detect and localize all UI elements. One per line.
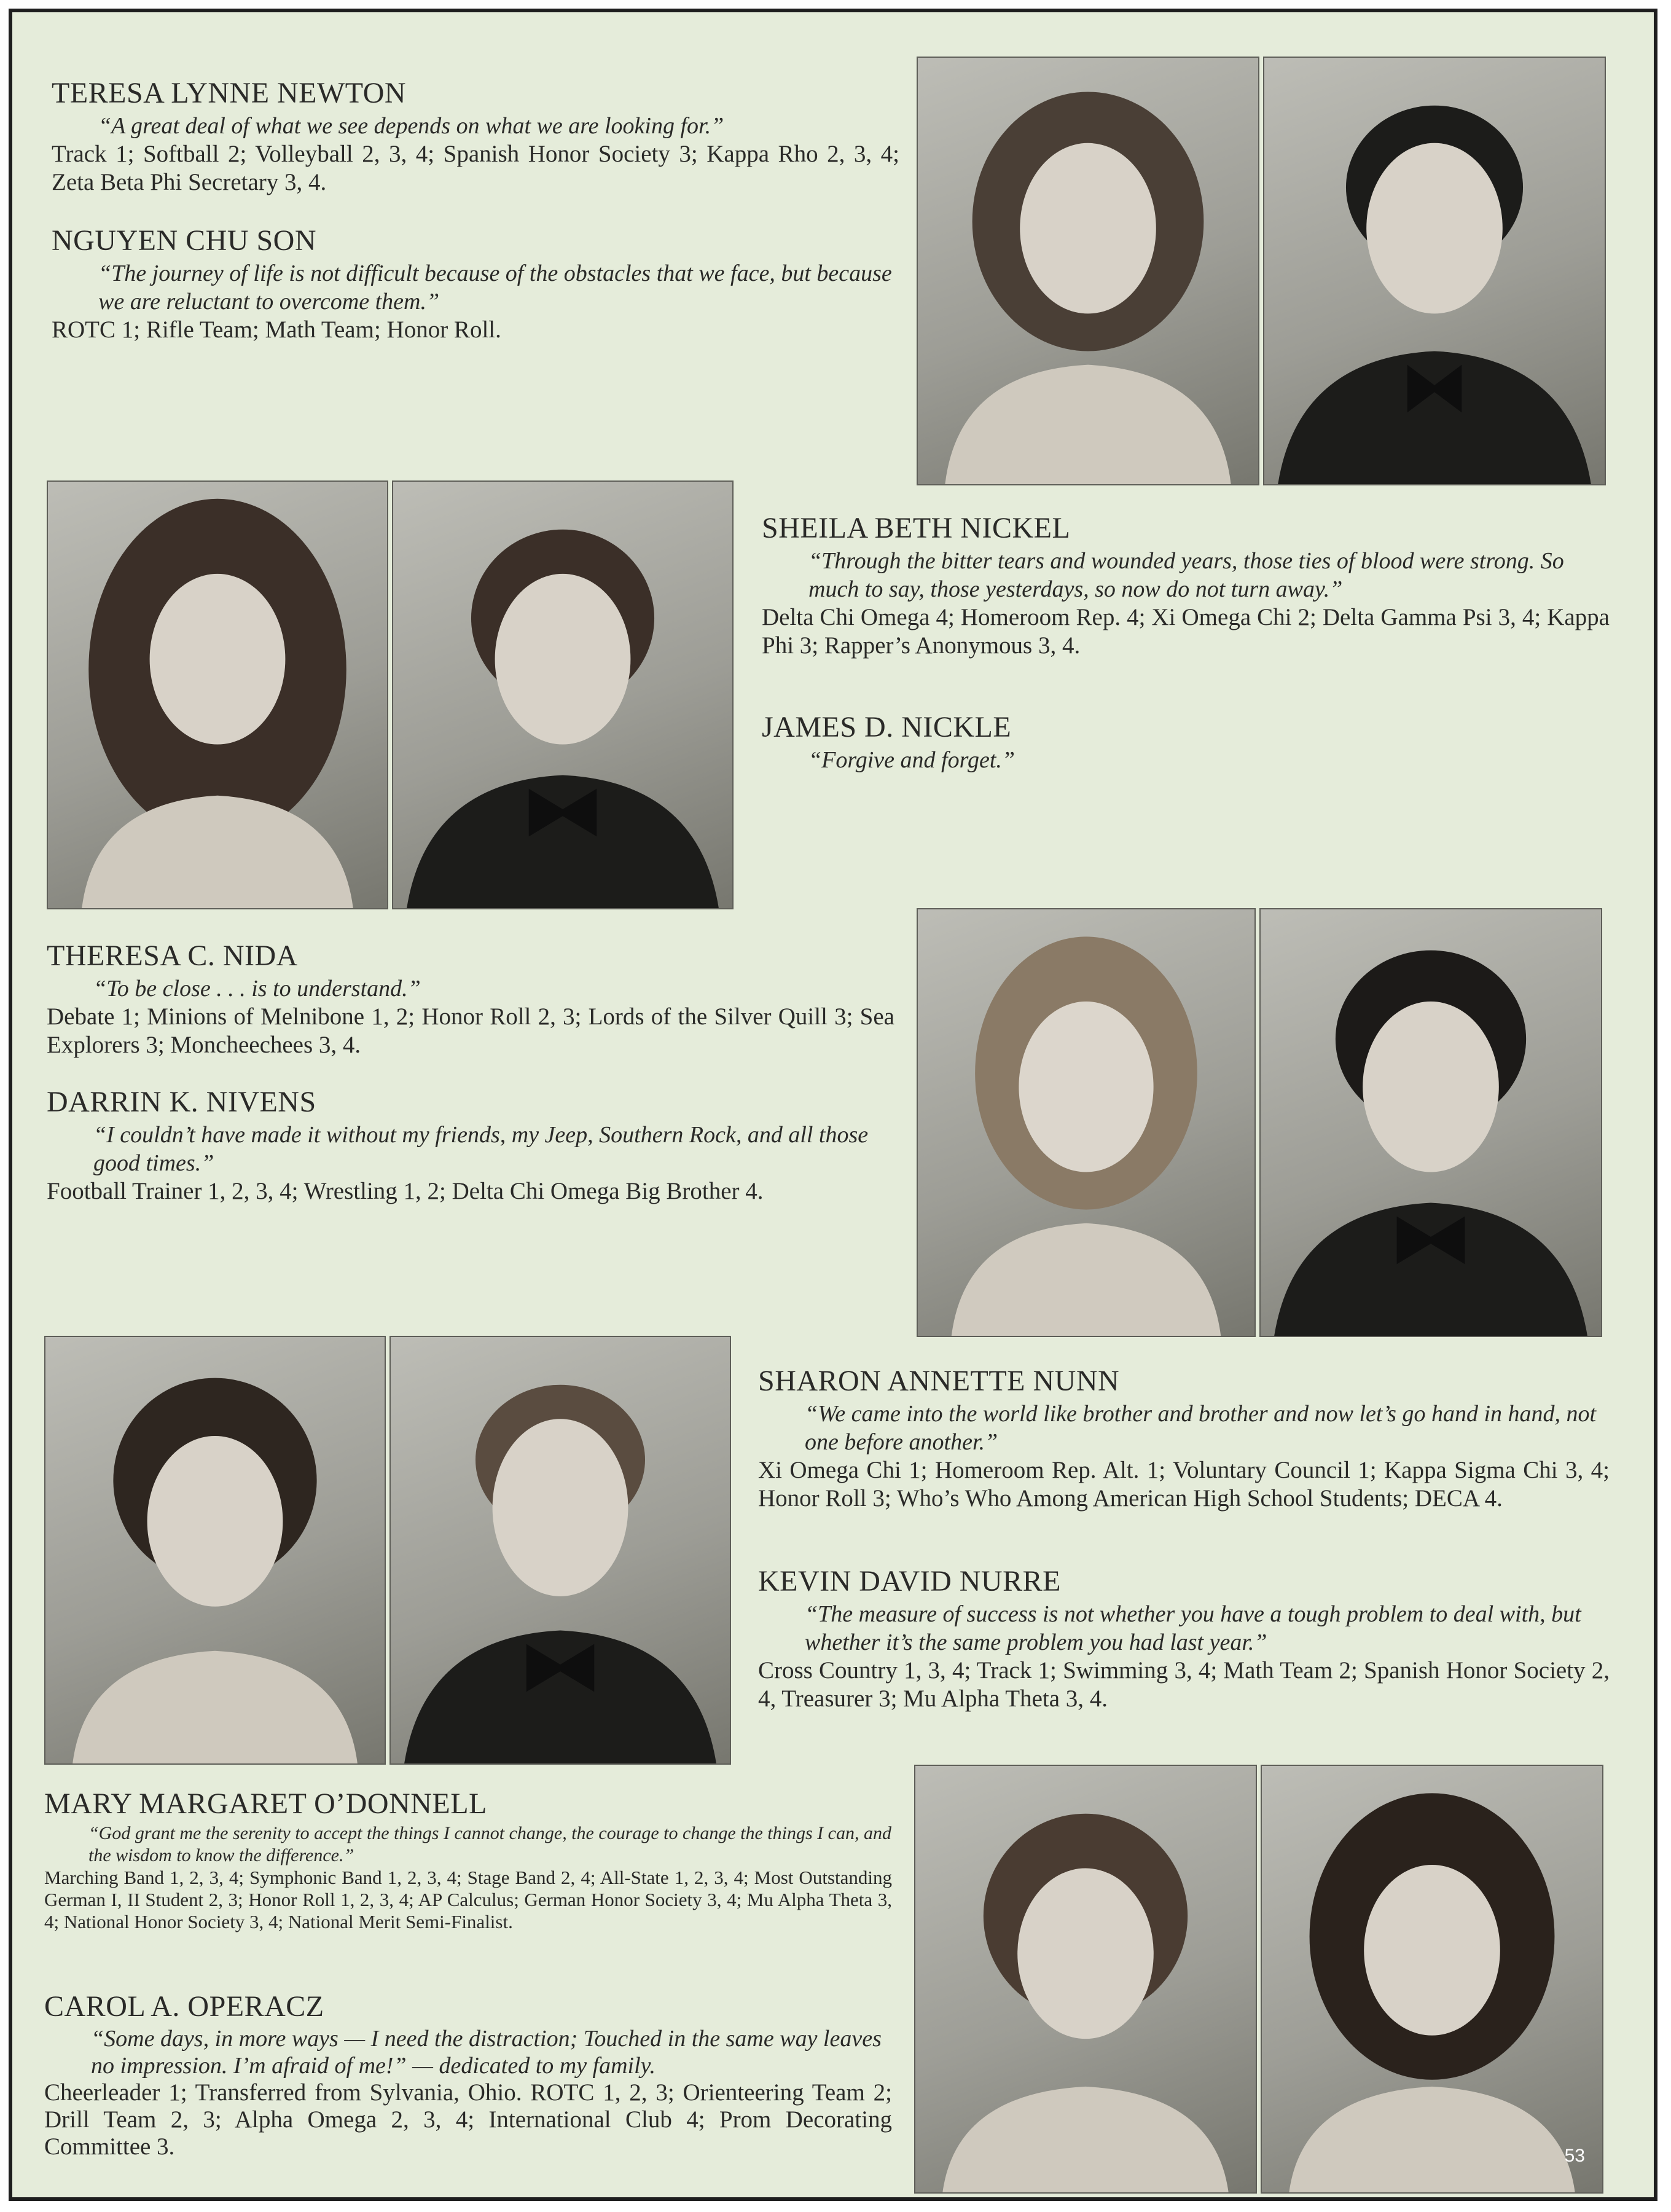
student-quote: “The journey of life is not difficult because of the obstacles that we face, but because we are reluctant to overcome them.” <box>98 261 892 315</box>
portrait-photo-mary-odonnell <box>914 1765 1257 2194</box>
student-activities: Football Trainer 1, 2, 3, 4; Wrestling 1, 2; Delta Chi Omega Big Brother 4. <box>47 1178 764 1204</box>
student-quote: “Some days, in more ways — I need the distraction; Touched in the same way leaves no impression. I’m afraid of me!” — dedicated to my family. <box>91 2026 882 2079</box>
entry-sharon-nunn <box>758 1365 1610 1513</box>
student-activities: ROTC 1; Rifle Team; Math Team; Honor Roll. <box>52 316 501 343</box>
student-activities: Delta Chi Omega 4; Homeroom Rep. 4; Xi Omega Chi 2; Delta Gamma Psi 3, 4; Kappa Phi 3; Rapper’s Anonymous 3, 4. <box>762 604 1610 659</box>
student-quote: “Forgive and forget.” <box>808 747 1016 773</box>
student-name: KEVIN DAVID NURRE <box>758 1565 1061 1598</box>
portrait-silhouette <box>391 1337 730 1763</box>
page-number: 53 <box>1564 2146 1585 2166</box>
yearbook-page <box>9 9 1657 2201</box>
entry-nguyen-chu-son <box>52 225 899 344</box>
entry-carol-operacz <box>44 1991 892 2160</box>
entry-teresa-newton <box>52 77 899 197</box>
portrait-silhouette <box>45 1337 385 1763</box>
entry-james-nickle <box>762 712 1610 774</box>
student-activities: Xi Omega Chi 1; Homeroom Rep. Alt. 1; Voluntary Council 1; Kappa Sigma Chi 3, 4; Honor Roll 3; Who’s Who Among American High School Students; DECA 4. <box>758 1457 1610 1512</box>
student-name: DARRIN K. NIVENS <box>47 1086 316 1118</box>
entry-kevin-nurre <box>758 1566 1610 1713</box>
student-name: THERESA C. NIDA <box>47 939 298 972</box>
portrait-photo-darrin-nivens <box>1259 908 1602 1337</box>
student-activities: Cheerleader 1; Transferred from Sylvania, Ohio. ROTC 1, 2, 3; Orienteering Team 2; Drill Team 2, 3; Alpha Omega 2, 3, 4; International Club 4; Prom Decorating Committee 3. <box>44 2079 892 2160</box>
student-quote: “To be close . . . is to understand.” <box>93 976 421 1002</box>
portrait-silhouette <box>1261 909 1601 1336</box>
student-name: SHEILA BETH NICKEL <box>762 512 1071 544</box>
portrait-silhouette <box>915 1766 1256 2192</box>
entry-mary-odonnell <box>44 1788 892 1933</box>
student-name: MARY MARGARET O’DONNELL <box>44 1787 487 1820</box>
student-activities: Marching Band 1, 2, 3, 4; Symphonic Band 1, 2, 3, 4; Stage Band 2, 4; All-State 1, 2, 3, 4; Most Outstanding German I, II Student 2, 3; Honor Roll 1, 2, 3, 4; AP Calculus; German Honor Society 3, 4; Mu Alpha Theta 3, 4; National Honor Society 3, 4; National Merit Semi-Finalist. <box>44 1867 892 1932</box>
student-quote: “I couldn’t have made it without my friends, my Jeep, Southern Rock, and all those good times.” <box>93 1122 869 1176</box>
student-quote: “Through the bitter tears and wounded years, those ties of blood were strong. So much to say, those yesterdays, so now do not turn away.” <box>808 548 1564 602</box>
portrait-silhouette <box>918 58 1258 484</box>
portrait-photo-teresa-newton <box>917 57 1259 485</box>
student-quote: “A great deal of what we see depends on what we are looking for.” <box>98 113 724 139</box>
student-quote: “God grant me the serenity to accept the things I cannot change, the courage to change the things I can, and the wisdom to know the difference.” <box>88 1823 891 1865</box>
student-activities: Debate 1; Minions of Melnibone 1, 2; Honor Roll 2, 3; Lords of the Silver Quill 3; Sea Explorers 3; Moncheechees 3, 4. <box>47 1003 894 1058</box>
entry-theresa-nida <box>47 940 894 1059</box>
portrait-photo-sheila-nickel <box>47 480 388 909</box>
portrait-silhouette <box>918 909 1254 1336</box>
student-name: SHARON ANNETTE NUNN <box>758 1365 1120 1397</box>
student-quote: “The measure of success is not whether you have a tough problem to deal with, but whether it’s the same problem you had last year.” <box>805 1601 1581 1655</box>
student-quote: “We came into the world like brother and brother and now let’s go hand in hand, not one before another.” <box>805 1401 1597 1455</box>
portrait-photo-nguyen-chu-son <box>1263 57 1606 485</box>
student-name: CAROL A. OPERACZ <box>44 1990 324 2023</box>
student-name: NGUYEN CHU SON <box>52 224 317 257</box>
portrait-silhouette <box>48 482 387 908</box>
portrait-photo-james-nickle <box>392 480 734 909</box>
portrait-photo-sharon-nunn <box>44 1336 386 1765</box>
portrait-silhouette <box>393 482 732 908</box>
student-name: TERESA LYNNE NEWTON <box>52 77 407 109</box>
student-activities: Track 1; Softball 2; Volleyball 2, 3, 4; Spanish Honor Society 3; Kappa Rho 2, 3, 4; Zeta Beta Phi Secretary 3, 4. <box>52 141 899 195</box>
portrait-photo-theresa-nida <box>917 908 1256 1337</box>
entry-sheila-nickel <box>762 512 1610 660</box>
student-name: JAMES D. NICKLE <box>762 711 1012 743</box>
student-activities: Cross Country 1, 3, 4; Track 1; Swimming 3, 4; Math Team 2; Spanish Honor Society 2, 4, Treasurer 3; Mu Alpha Theta 3, 4. <box>758 1657 1610 1712</box>
portrait-silhouette <box>1262 1766 1602 2192</box>
entry-darrin-nivens <box>47 1086 894 1206</box>
portrait-silhouette <box>1264 58 1605 484</box>
portrait-photo-carol-operacz <box>1261 1765 1603 2194</box>
portrait-photo-kevin-nurre <box>389 1336 731 1765</box>
